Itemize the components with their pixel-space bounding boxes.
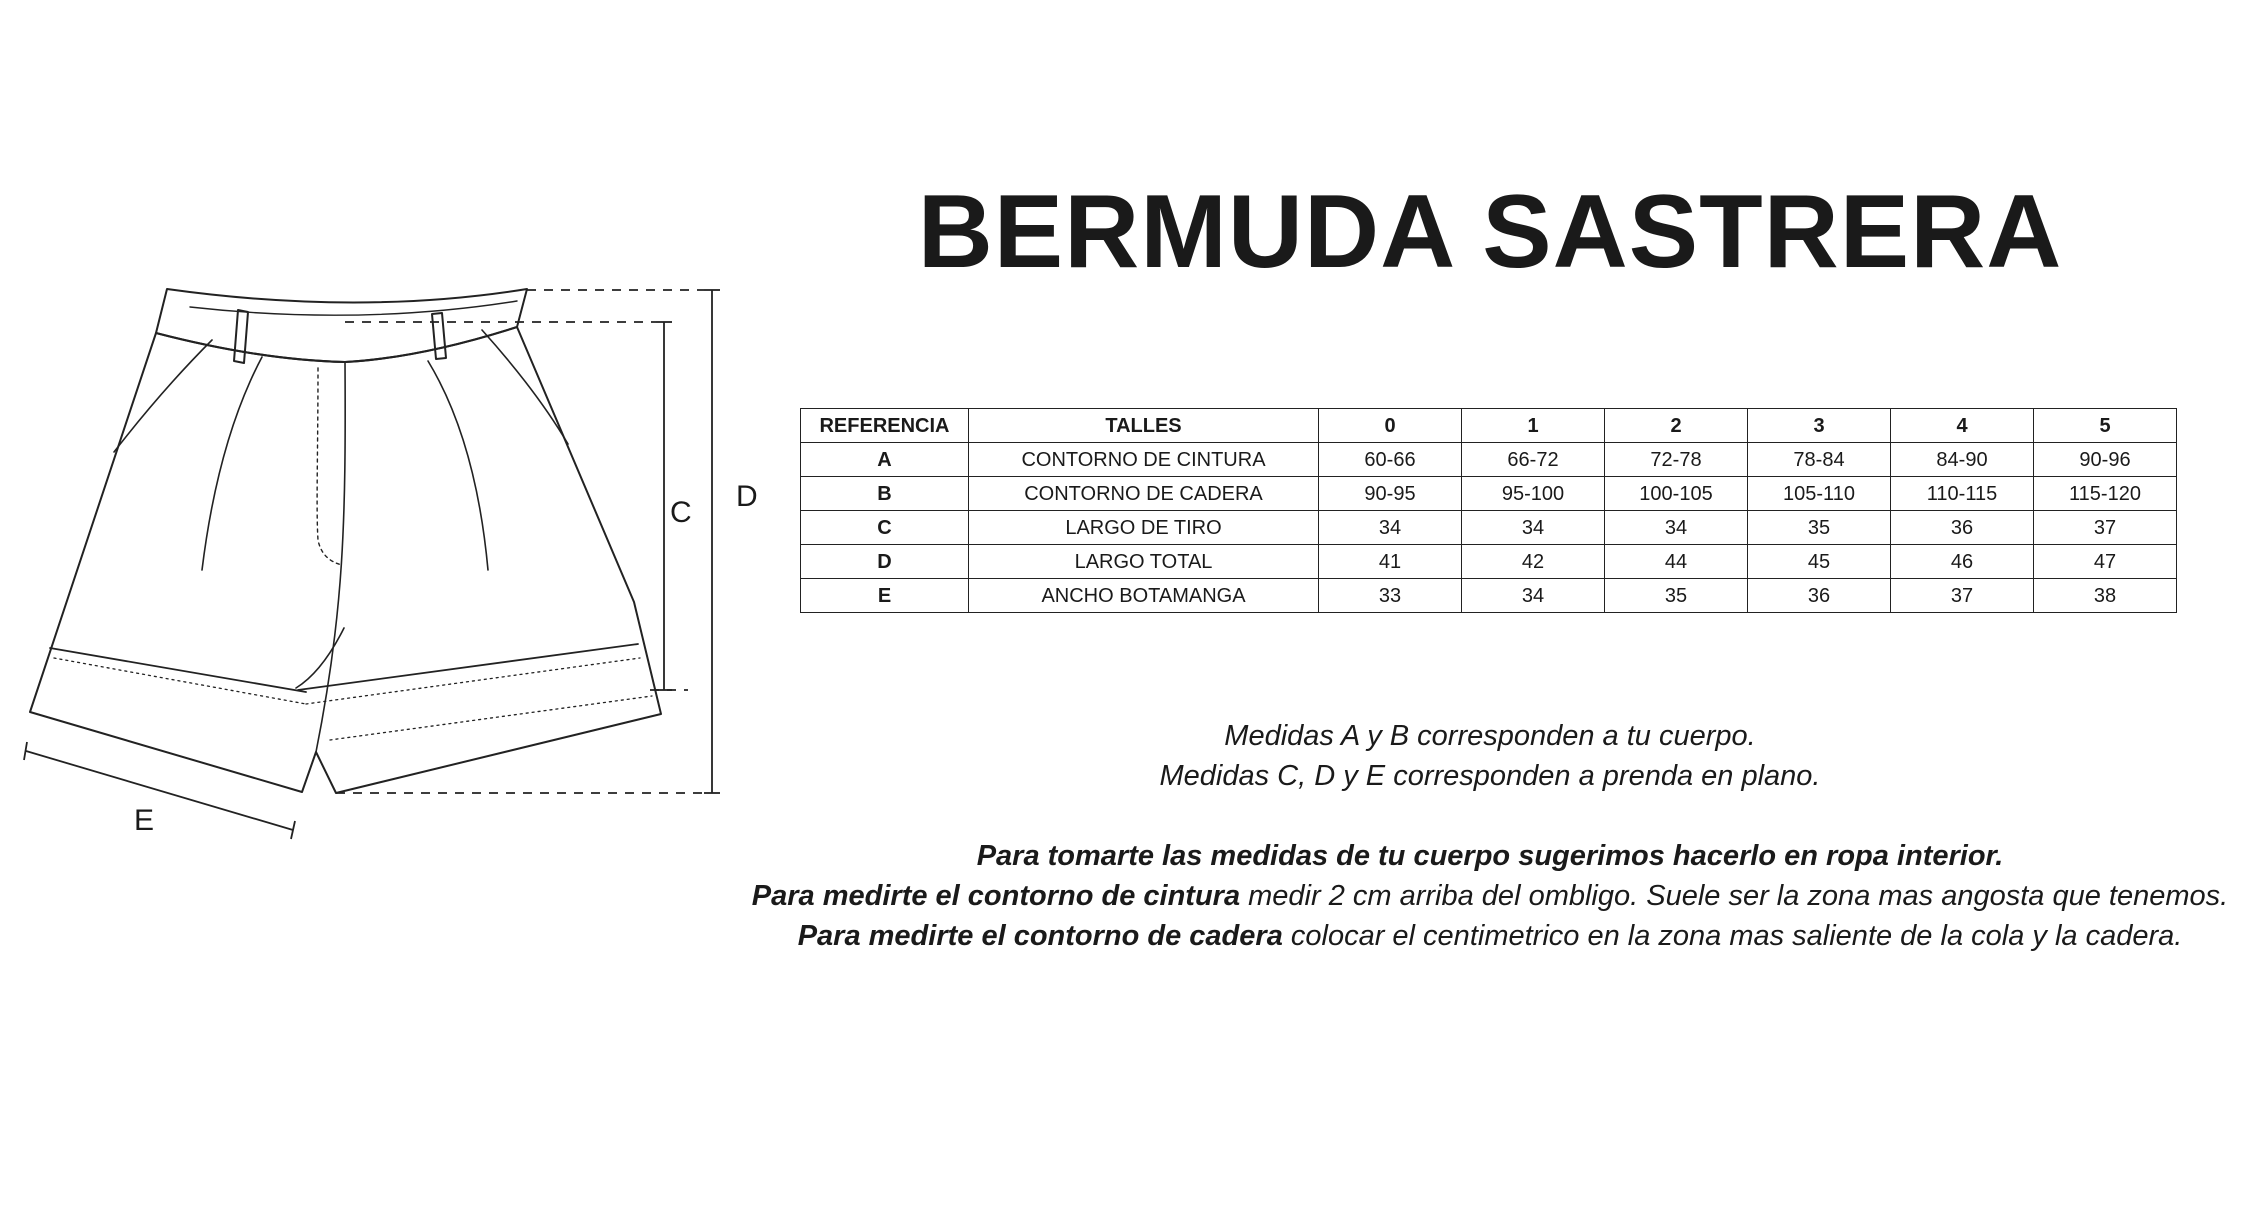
table-cell: 95-100 <box>1462 477 1605 511</box>
pocket-left <box>114 340 212 452</box>
center-seam <box>316 362 345 752</box>
measurement-notes <box>700 716 2244 796</box>
table-cell: 105-110 <box>1748 477 1891 511</box>
table-cell: 47 <box>2034 545 2177 579</box>
table-cell: 38 <box>2034 579 2177 613</box>
table-cell: 84-90 <box>1891 443 2034 477</box>
table-cell: 33 <box>1319 579 1462 613</box>
row-reference: E <box>801 579 969 613</box>
row-measure-name: LARGO TOTAL <box>969 545 1319 579</box>
cuff-line-left <box>50 648 306 692</box>
row-measure-name: ANCHO BOTAMANGA <box>969 579 1319 613</box>
table-cell: 46 <box>1891 545 2034 579</box>
table-cell: 45 <box>1748 545 1891 579</box>
table-cell: 35 <box>1748 511 1891 545</box>
table-cell: 90-95 <box>1319 477 1462 511</box>
table-cell: 42 <box>1462 545 1605 579</box>
table-row <box>801 579 2177 613</box>
pleat-right <box>428 361 488 570</box>
header-size-2: 2 <box>1605 409 1748 443</box>
table-cell: 34 <box>1319 511 1462 545</box>
table-header-row <box>801 409 2177 443</box>
row-measure-name: LARGO DE TIRO <box>969 511 1319 545</box>
instruction-waist-text: medir 2 cm arriba del ombligo. Suele ser la zona mas angosta que tenemos. <box>1240 880 2229 912</box>
table-row <box>801 443 2177 477</box>
header-size-5: 5 <box>2034 409 2177 443</box>
dim-label-e: E <box>134 804 155 837</box>
table-row <box>801 545 2177 579</box>
table-cell: 115-120 <box>2034 477 2177 511</box>
cuff-stitch-right <box>306 658 640 704</box>
header-size-3: 3 <box>1748 409 1891 443</box>
measuring-instructions <box>700 836 2244 956</box>
table-cell: 72-78 <box>1605 443 1748 477</box>
table-cell: 66-72 <box>1462 443 1605 477</box>
row-measure-name: CONTORNO DE CINTURA <box>969 443 1319 477</box>
hem-stitch-right <box>330 696 652 740</box>
size-chart-table <box>800 408 2177 613</box>
row-reference: C <box>801 511 969 545</box>
instruction-line-1: Para tomarte las medidas de tu cuerpo sugerimos hacerlo en ropa interior. <box>976 840 2004 872</box>
row-measure-name: CONTORNO DE CADERA <box>969 477 1319 511</box>
row-reference: B <box>801 477 969 511</box>
dim-e-line <box>26 751 293 830</box>
table-cell: 41 <box>1319 545 1462 579</box>
instruction-hip-text: colocar el centimetrico en la zona mas saliente de la cola y la cadera. <box>1282 920 2183 952</box>
cuff-stitch-left <box>54 658 306 704</box>
crotch-curve <box>296 628 344 688</box>
table-cell: 34 <box>1462 579 1605 613</box>
table-cell: 37 <box>1891 579 2034 613</box>
header-talles: TALLES <box>969 409 1319 443</box>
instruction-line-2 <box>700 876 2244 916</box>
cuff-line-right <box>298 644 638 690</box>
header-size-4: 4 <box>1891 409 2034 443</box>
instruction-hip-lead: Para medirte el contorno de cadera <box>797 920 1283 952</box>
table-cell: 110-115 <box>1891 477 2034 511</box>
instruction-line-3 <box>700 916 2244 956</box>
belt-loop-right <box>432 313 446 359</box>
table-cell: 36 <box>1891 511 2034 545</box>
table-cell: 100-105 <box>1605 477 1748 511</box>
table-cell: 78-84 <box>1748 443 1891 477</box>
table-cell: 90-96 <box>2034 443 2177 477</box>
table-cell: 35 <box>1605 579 1748 613</box>
table-cell: 37 <box>2034 511 2177 545</box>
bermuda-technical-sketch <box>0 0 800 900</box>
pleat-left <box>202 357 262 570</box>
header-size-0: 0 <box>1319 409 1462 443</box>
table-cell: 34 <box>1605 511 1748 545</box>
table-cell: 44 <box>1605 545 1748 579</box>
table-row <box>801 511 2177 545</box>
dim-label-d: D <box>736 480 758 513</box>
dim-label-c: C <box>670 496 692 529</box>
table-cell: 60-66 <box>1319 443 1462 477</box>
instruction-waist-lead: Para medirte el contorno de cintura <box>751 880 1241 912</box>
header-referencia: REFERENCIA <box>801 409 969 443</box>
page-title: BERMUDA SASTRERA <box>917 174 2063 290</box>
belt-loop-left <box>234 310 248 363</box>
header-size-1: 1 <box>1462 409 1605 443</box>
note-line-1: Medidas A y B corresponden a tu cuerpo. <box>1224 720 1756 752</box>
table-cell: 36 <box>1748 579 1891 613</box>
row-reference: D <box>801 545 969 579</box>
fly-topstitch <box>317 368 342 565</box>
table-cell: 34 <box>1462 511 1605 545</box>
table-row <box>801 477 2177 511</box>
waistband <box>156 289 527 362</box>
row-reference: A <box>801 443 969 477</box>
note-line-2: Medidas C, D y E corresponden a prenda en plano. <box>1159 760 1821 792</box>
